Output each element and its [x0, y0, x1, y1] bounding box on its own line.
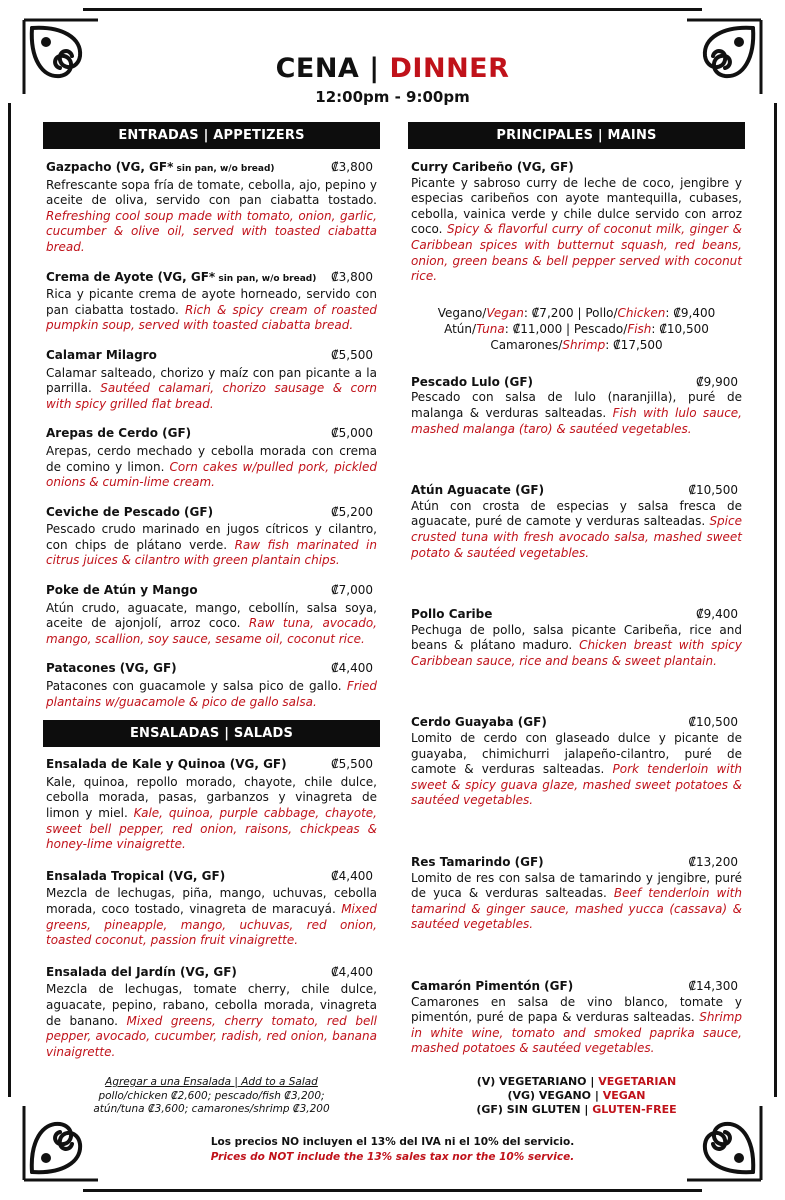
menu-item-description-english: Chicken breast with spicy Caribbean sauce, rice and beans & sweet plantain. — [411, 638, 742, 668]
legend-vegetarian-es: (V) VEGETARIANO | — [476, 1075, 599, 1088]
menu-item-price: ₡4,400 — [331, 868, 373, 883]
menu-item-name: Atún Aguacate (GF) — [411, 483, 545, 498]
menu-item — [411, 715, 742, 809]
menu-item-description: Pescado crudo marinado en jugos cítricos y cilantro, con chips de plátano verde. — [46, 522, 377, 552]
menu-item-name: Calamar Milagro — [46, 347, 157, 362]
menu-item-description: Camarones en salsa de vino blanco, tomate y pimentón, puré de papa & verduras salteadas. — [411, 994, 742, 1025]
menu-item-description-english: Mixed greens, pineapple, mango, uchuvas, red onion, toasted coconut, passion fruit vinaigrette. — [46, 901, 377, 948]
disclaimer-spanish: Los precios NO incluyen el 13% del IVA ni el 10% del servicio. — [210, 1136, 575, 1148]
legend-vegetarian-en: VEGETARIAN — [598, 1075, 677, 1088]
menu-item-price: ₡7,000 — [331, 583, 373, 598]
menu-item-description-english: Rich & spicy cream of roasted pumpkin soup, served with toasted ciabatta bread. — [46, 302, 377, 333]
menu-item — [46, 965, 377, 1061]
title-english: DINNER — [389, 53, 510, 84]
menu-item-description-english: Sautéed calamari, chorizo sausage & corn with spicy grilled flat bread. — [46, 381, 377, 411]
add-to-salad-line: atún/tuna ₡3,600; camarones/shrimp ₡3,200 — [93, 1103, 330, 1115]
menu-item-name: Camarón Pimentón (GF) — [411, 979, 574, 993]
menu-item — [46, 160, 377, 256]
menu-item-note: sin pan, w/o bread) — [215, 273, 317, 284]
menu-item-price: ₡3,800 — [331, 269, 373, 284]
left-column — [46, 122, 377, 1060]
menu-item — [411, 855, 742, 933]
menu-item-description-english: Refreshing cool soup made with tomato, onion, garlic, cucumber & olive oil, served with toasted ciabatta bread. — [46, 208, 377, 254]
menu-item-price: ₡9,900 — [696, 374, 738, 389]
menu-item-price: ₡4,400 — [331, 964, 373, 979]
menu-item — [46, 583, 377, 647]
frame-top-border — [83, 8, 702, 11]
title-spanish: CENA — [275, 53, 360, 84]
menu-item-name: Curry Caribeño (VG, GF) — [411, 160, 574, 174]
salads-list — [46, 757, 377, 1060]
menu-item-name: Arepas de Cerdo (GF) — [46, 426, 192, 441]
menu-item-note: sin pan, w/o bread) — [173, 164, 275, 174]
title-separator: | — [359, 53, 390, 84]
menu-item-name: Res Tamarindo (GF) — [411, 855, 544, 870]
menu-item-description: Pechuga de pollo, salsa picante Caribeña, rice and beans & plátano maduro. — [411, 622, 742, 653]
menu-item — [411, 607, 742, 669]
section-header-salads: ENSALADAS | SALADS — [43, 720, 380, 747]
menu-item-description: Atún con crosta de especias y salsa fresca de aguacate, puré de camote y verduras salteadas. — [411, 498, 742, 529]
frame-right-border — [774, 103, 777, 1097]
menu-item-price: ₡5,500 — [331, 757, 373, 772]
menu-item-description-english: Pork tenderloin with sweet & spicy guava glaze, mashed sweet potatoes & sautéed vegetables. — [411, 762, 742, 808]
menu-item-description-english: Raw tuna, avocado, mango, scallion, soy sauce, sesame oil, coconut rice. — [46, 616, 377, 646]
menu-item — [411, 375, 742, 437]
menu-item-price: ₡5,200 — [331, 504, 373, 519]
menu-item-name: Ceviche de Pescado (GF) — [46, 504, 214, 519]
section-header-appetizers: ENTRADAS | APPETIZERS — [43, 122, 380, 149]
menu-item-price: ₡10,500 — [688, 483, 738, 498]
page-title — [0, 52, 785, 86]
menu-item-name: Ensalada del Jardín (VG, GF) — [46, 964, 237, 979]
menu-item-description-english: Spicy & flavorful curry of coconut milk, ginger & Caribbean spices with butternut squash, red beans, onion, green beans & bell pepper served with coconut rice. — [411, 222, 742, 284]
menu-item-name: Ensalada de Kale y Quinoa (VG, GF) — [46, 757, 287, 772]
menu-item-description: Atún crudo, aguacate, mango, cebollín, salsa soya, aceite de ajonjolí, arroz coco. — [46, 600, 377, 631]
legend-vegan-en: VEGAN — [602, 1089, 646, 1102]
menu-item-description: Calamar salteado, chorizo y maíz con pan picante a la parrilla. — [46, 365, 377, 396]
disclaimer-english: Prices do NOT include the 13% sales tax nor the 10% service. — [210, 1151, 575, 1163]
frame-left-border — [8, 103, 11, 1097]
menu-item — [46, 505, 377, 569]
menu-item — [46, 757, 377, 853]
menu-item-description: Mezcla de lechugas, tomate cherry, chile dulce, aguacate, pepino, rabano, cebolla morada, vinagreta de banano. — [46, 982, 377, 1028]
curry-protein-prices: Vegano/Vegan: ₡7,200 | Pollo/Chicken: ₡9,400 Atún/Tuna: ₡11,000 | Pescado/Fish: ₡10,500 Camarones/Shrimp: ₡17,500 — [437, 305, 716, 352]
menu-item-name: Poke de Atún y Mango — [46, 583, 198, 598]
add-to-salad-title: Agregar a una Ensalada | Add to a Salad — [105, 1076, 318, 1088]
menu-item-description-english: Fried plantains w/guacamole & pico de gallo salsa. — [46, 679, 377, 709]
menu-item-name: Pescado Lulo (GF) — [411, 374, 534, 389]
menu-item-price: ₡13,200 — [688, 855, 738, 870]
mains-list — [411, 375, 742, 1057]
menu-item-description: Refrescante sopa fría de tomate, cebolla, ajo, pepino y aceite de oliva, servido con pan ciabatta tostado. — [46, 177, 377, 208]
menu-item-description-english: Shrimp in white wine, tomato and smoked paprika sauce, mashed potatoes & sautéed vegetables. — [411, 1010, 742, 1056]
menu-item — [46, 869, 377, 949]
menu-item-name: Patacones (VG, GF) — [46, 661, 177, 676]
menu-item-description: Picante y sabroso curry de leche de coco, jengibre y especias caribeños con ayote mantequilla, cubases, cebolla, vainica verde y chile dulce servido con arroz coco. — [411, 175, 742, 237]
menu-item-description: Pescado con salsa de lulo (naranjilla), puré de malanga & verduras salteadas. — [411, 390, 742, 420]
menu-item-price: ₡5,500 — [331, 347, 373, 362]
menu-item-name: Crema de Ayote (VG, GF* — [46, 269, 216, 284]
menu-item-name: Gazpacho (VG, GF* — [46, 160, 174, 174]
legend-gluten-free-en: GLUTEN-FREE — [592, 1103, 677, 1116]
menu-item — [46, 426, 377, 490]
menu-item-description-english: Fish with lulo sauce, mashed malanga (taro) & sautéed vegetables. — [411, 405, 742, 436]
menu-item-name: Ensalada Tropical (VG, GF) — [46, 868, 226, 883]
menu-item-name: Pollo Caribe — [411, 607, 493, 622]
menu-item-description-english: Beef tenderloin with tamarind & ginger sauce, mashed yucca (cassava) & sautéed vegetables. — [411, 886, 742, 932]
menu-item-description: Rica y picante crema de ayote horneado, servido con pan ciabatta tostado. — [46, 287, 377, 317]
menu-item — [46, 661, 377, 710]
menu-item-price: ₡4,400 — [331, 661, 373, 676]
add-to-salad — [46, 1076, 377, 1117]
menu-item-description-english: Corn cakes w/pulled pork, pickled onions & cumin-lime cream. — [46, 459, 377, 490]
menu-item-curry — [411, 160, 742, 285]
menu-item-description: Lomito de res con salsa de tamarindo y jengibre, puré de yuca & verduras salteadas. — [411, 870, 742, 901]
menu-header — [0, 52, 785, 108]
menu-item-description: Patacones con guacamole y salsa pico de gallo. — [46, 679, 347, 694]
menu-item-description: Lomito de cerdo con glaseado dulce y picante de guayaba, chimichurri jalapeño-cilantro, puré de camote & verduras salteadas. — [411, 731, 742, 777]
menu-item-description-english: Mixed greens, cherry tomato, red bell pepper, avocado, cucumber, radish, red onion, banana vinaigrette. — [46, 1013, 377, 1059]
service-hours: 12:00pm - 9:00pm — [315, 88, 470, 106]
legend-gluten-free-es: (GF) SIN GLUTEN | — [476, 1103, 593, 1116]
menu-item-price: ₡10,500 — [688, 715, 738, 730]
menu-item — [46, 348, 377, 412]
menu-item-price: ₡3,800 — [331, 160, 373, 174]
frame-bottom-border — [83, 1189, 702, 1192]
section-header-mains: PRINCIPALES | MAINS — [408, 122, 745, 149]
legend-vegan-es: (VG) VEGANO | — [507, 1089, 603, 1102]
menu-item-description: Kale, quinoa, repollo morado, chayote, chile dulce, cebolla morada, pasas, garbanzos y vinagreta de limon y miel. — [46, 774, 377, 820]
menu-item-price: ₡9,400 — [696, 607, 738, 622]
menu-item-description-english: Spice crusted tuna with fresh avocado salsa, mashed sweet potato & sautéed vegetables. — [411, 514, 742, 560]
menu-item-description: Mezcla de lechugas, piña, mango, uchuvas, cebolla morada, coco tostado, vinagreta de maracuyá. — [46, 886, 377, 916]
add-to-salad-line: pollo/chicken ₡2,600; pescado/fish ₡3,200; — [98, 1089, 325, 1102]
menu-item-name: Cerdo Guayaba (GF) — [411, 715, 547, 730]
menu-item-description-english: Kale, quinoa, purple cabbage, chayote, sweet bell pepper, red onion, raisons, chickpeas & honey-lime vinaigrette. — [46, 806, 377, 852]
menu-item — [411, 979, 742, 1057]
menu-item-price: ₡5,000 — [331, 426, 373, 441]
dietary-legend — [411, 1075, 742, 1117]
appetizers-list — [46, 160, 377, 710]
menu-item-description: Arepas, cerdo mechado y cebolla morada con crema de comino y limon. — [46, 443, 377, 474]
menu-item — [411, 483, 742, 561]
menu-item-description-english: Raw fish marinated in citrus juices & cilantro with green plantain chips. — [46, 537, 377, 568]
price-disclaimer — [0, 1135, 785, 1165]
right-column — [411, 122, 742, 1057]
menu-item — [46, 270, 377, 334]
menu-item-price: ₡14,300 — [688, 979, 738, 993]
